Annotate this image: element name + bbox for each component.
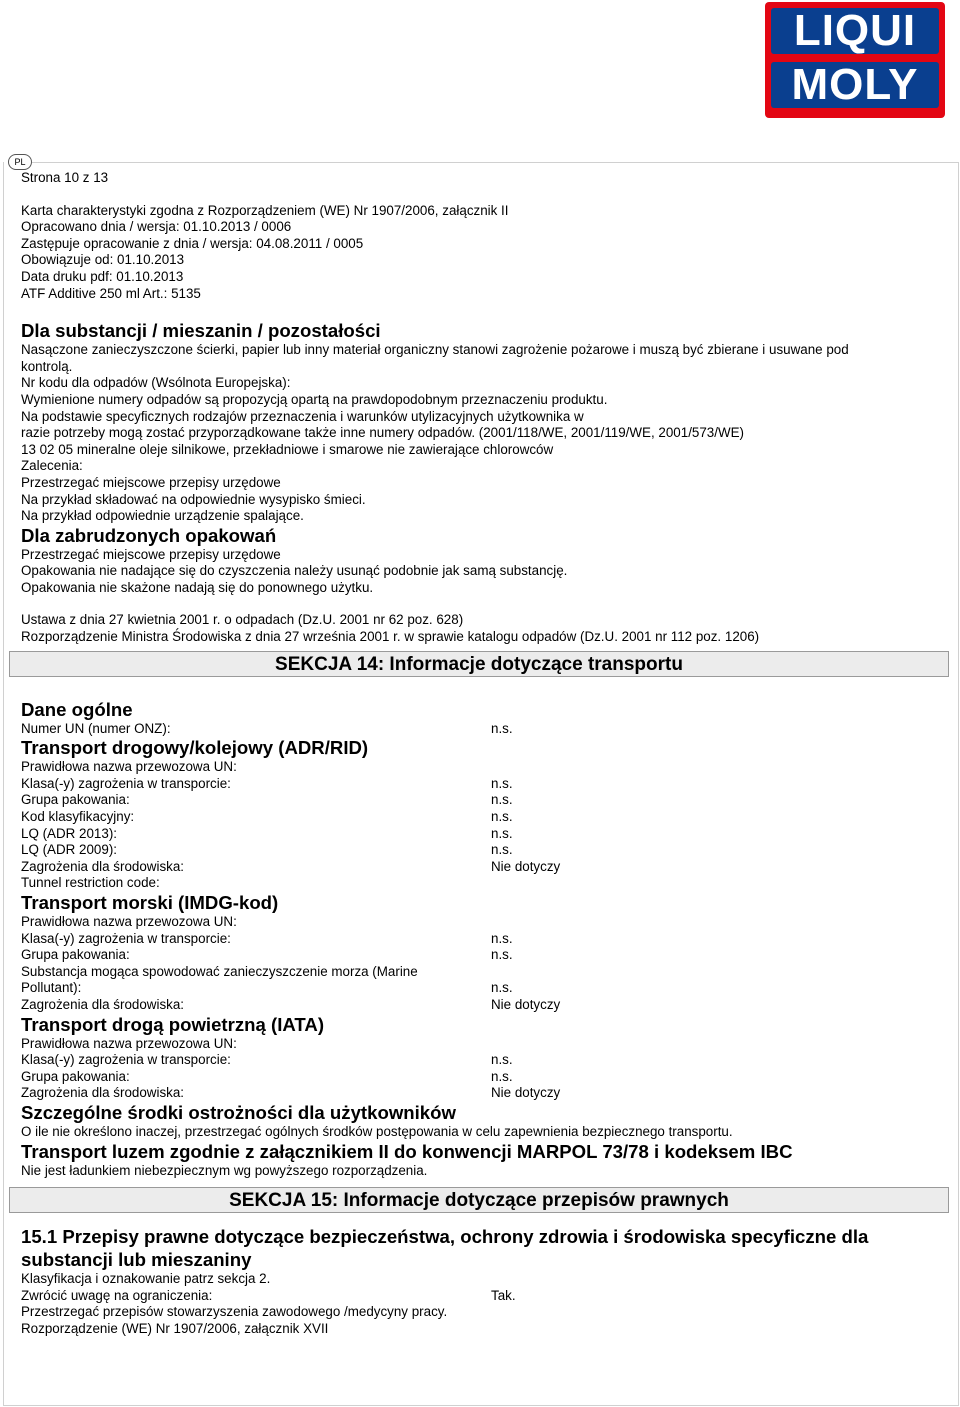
kv-value: n.s. [491,980,513,996]
text-line: Klasyfikacja i oznakowanie patrz sekcja 2. [21,1271,271,1287]
header-line: Obowiązuje od: 01.10.2013 [21,252,185,268]
kv-value: n.s. [491,1068,513,1084]
waste-text [21,342,941,525]
kv-row [21,875,941,892]
kv-value: Nie dotyczy [491,1085,561,1101]
kv-label: Prawidłowa nazwa przewozowa UN: [21,1035,237,1051]
imdg-heading: Transport morski (IMDG-kod) [21,892,279,913]
section-15-title: SEKCJA 15: Informacje dotyczące przepisów prawnych [9,1187,949,1213]
kv-row [21,964,941,981]
special-precautions-text: O ile nie określono inaczej, przestrzegać ogólnych środków postępowania w celu zapewnienia bezpiecznego transportu. [21,1123,733,1139]
kv-label: Kod klasyfikacyjny: [21,809,135,825]
kv-value: Nie dotyczy [491,996,561,1012]
iata-heading: Transport drogą powietrzną (IATA) [21,1013,325,1035]
subsection-15-1-heading-cont: substancji lub mieszaniny [21,1249,252,1271]
text-line: kontrolą. [21,358,73,374]
header-line: ATF Additive 250 ml Art.: 5135 [21,285,201,301]
kv-row [21,859,941,876]
text-line: Wymienione numery odpadów są propozycją opartą na prawdopodobnym przeznaczeniu produktu. [21,391,608,407]
text-line: Przestrzegać miejscowe przepisy urzędowe [21,474,281,490]
kv-label: Prawidłowa nazwa przewozowa UN: [21,914,237,929]
kv-row [21,721,941,738]
page-frame-top [32,162,958,163]
page-number: Strona 10 z 13 [21,170,109,185]
document-header [21,203,941,303]
general-heading: Dane ogólne [21,698,133,720]
marpol-heading: Transport luzem zgodnie z załącznikiem II do konwencji MARPOL 73/78 i kodeksem IBC [21,1140,793,1162]
adr-heading: Transport drogowy/kolejowy (ADR/RID) [21,737,369,759]
liqui-moly-logo [765,2,945,118]
regulations [21,612,941,645]
kv-label: Zagrożenia dla środowiska: [21,996,185,1012]
language-badge: PL [8,154,32,170]
kv-row [21,792,941,809]
iata-table [21,1036,941,1102]
kv-row [21,826,941,843]
kv-value: n.s. [491,720,513,736]
kv-label: Klasa(-y) zagrożenia w transporcie: [21,1052,231,1068]
text-line: Opakowania nie skażone nadają się do ponownego użytku. [21,579,374,595]
waste-heading: Dla substancji / mieszanin / pozostałości [21,320,381,342]
header-line: Data druku pdf: 01.10.2013 [21,268,184,284]
text-line: Zalecenia: [21,458,83,474]
kv-label: Grupa pakowania: [21,947,130,963]
kv-label: Tunnel restriction code: [21,875,160,891]
kv-value: Tak. [491,1287,516,1303]
kv-value: n.s. [491,1052,513,1068]
kv-row [21,1085,941,1102]
kv-value: n.s. [491,930,513,946]
header-line: Karta charakterystyki zgodna z Rozporządzeniem (WE) Nr 1907/2006, załącznik II [21,202,509,218]
kv-row [21,1036,941,1053]
text-line: Nr kodu dla odpadów (Wsólnota Europejska): [21,375,291,391]
kv-label: Zagrożenia dla środowiska: [21,858,185,874]
text-line: Nasączone zanieczyszczone ścierki, papier lub inny materiał organiczny stanowi zagrożenie pożarowe i muszą być zbierane i usuwane pod [21,342,849,358]
text-line: Na podstawie specyficznych rodzajów przeznaczenia i warunków utylizacyjnych użytkownika w [21,408,584,424]
kv-value: n.s. [491,809,513,825]
text-line: Opakowania nie nadające się do czyszczenia należy usunąć podobnie jak samą substancję. [21,563,568,579]
kv-row [21,1288,941,1305]
document-body [21,170,941,1338]
kv-value: Nie dotyczy [491,858,561,874]
kv-row [21,1052,941,1069]
packaging-heading: Dla zabrudzonych opakowań [21,524,277,546]
adr-table [21,759,941,892]
text-line: Przestrzegać miejscowe przepisy urzędowe [21,546,281,562]
header-line: Opracowano dnia / wersja: 01.10.2013 / 0006 [21,219,292,235]
text-line: Na przykład składować na odpowiednie wysypisko śmieci. [21,491,366,507]
text-line: Przestrzegać przepisów stowarzyszenia zawodowego /medycyny pracy. [21,1304,448,1320]
kv-label: Zagrożenia dla środowiska: [21,1085,185,1101]
kv-label: Klasa(-y) zagrożenia w transporcie: [21,775,231,791]
kv-row [21,997,941,1014]
kv-label: Grupa pakowania: [21,1068,130,1084]
kv-value: n.s. [491,842,513,858]
regulation-line: Rozporządzenie Ministra Środowiska z dnia 27 września 2001 r. w sprawie katalogu odpadów (Dz.U. 2001 nr 112 poz. 1206) [21,629,760,645]
kv-value: n.s. [491,775,513,791]
kv-value: n.s. [491,792,513,808]
text-line: 13 02 05 mineralne oleje silnikowe, przekładniowe i smarowe nie zawierające chlorowców [21,441,554,457]
kv-label: Pollutant): [21,980,82,996]
kv-row [21,931,941,948]
kv-row [21,914,941,931]
packaging-text [21,547,941,597]
kv-value: n.s. [491,825,513,841]
kv-label: Prawidłowa nazwa przewozowa UN: [21,759,237,775]
kv-row [21,980,941,997]
subsection-15-1-heading: 15.1 Przepisy prawne dotyczące bezpieczeństwa, ochrony zdrowia i środowiska specyficzne dla [21,1226,869,1248]
kv-label: Grupa pakowania: [21,792,130,808]
regulation-line: Ustawa z dnia 27 kwietnia 2001 r. o odpadach (Dz.U. 2001 nr 62 poz. 628) [21,612,464,628]
header-line: Zastępuje opracowanie z dnia / wersja: 04.08.2011 / 0005 [21,235,364,251]
kv-label: Klasa(-y) zagrożenia w transporcie: [21,930,231,946]
kv-row [21,842,941,859]
section-14-title: SEKCJA 14: Informacje dotyczące transportu [9,651,949,677]
special-precautions-heading: Szczególne środki ostrożności dla użytkowników [21,1101,456,1123]
kv-row [21,759,941,776]
kv-value: n.s. [491,947,513,963]
kv-row [21,776,941,793]
kv-label: Substancja mogąca spowodować zanieczyszczenie morza (Marine [21,963,418,979]
kv-label: Numer UN (numer ONZ): [21,720,171,736]
imdg-table [21,914,941,1014]
kv-label: Zwrócić uwagę na ograniczenia: [21,1287,213,1303]
logo-text-line2: MOLY [771,62,939,108]
kv-label: LQ (ADR 2009): [21,842,118,858]
text-line: Rozporządzenie (WE) Nr 1907/2006, załącznik XVII [21,1320,329,1336]
kv-row [21,1069,941,1086]
kv-row [21,947,941,964]
logo-text-line1: LIQUI [771,8,939,54]
text-line: razie potrzeby mogą zostać przyporządkowane także inne numery odpadów. (2001/118/WE, 2001/119/WE, 2001/573/WE) [21,425,745,441]
marpol-text: Nie jest ładunkiem niebezpiecznym wg powyższego rozporządzenia. [21,1162,428,1178]
text-line: Na przykład odpowiednie urządzenie spalające. [21,508,304,524]
kv-row [21,809,941,826]
kv-label: LQ (ADR 2013): [21,825,118,841]
